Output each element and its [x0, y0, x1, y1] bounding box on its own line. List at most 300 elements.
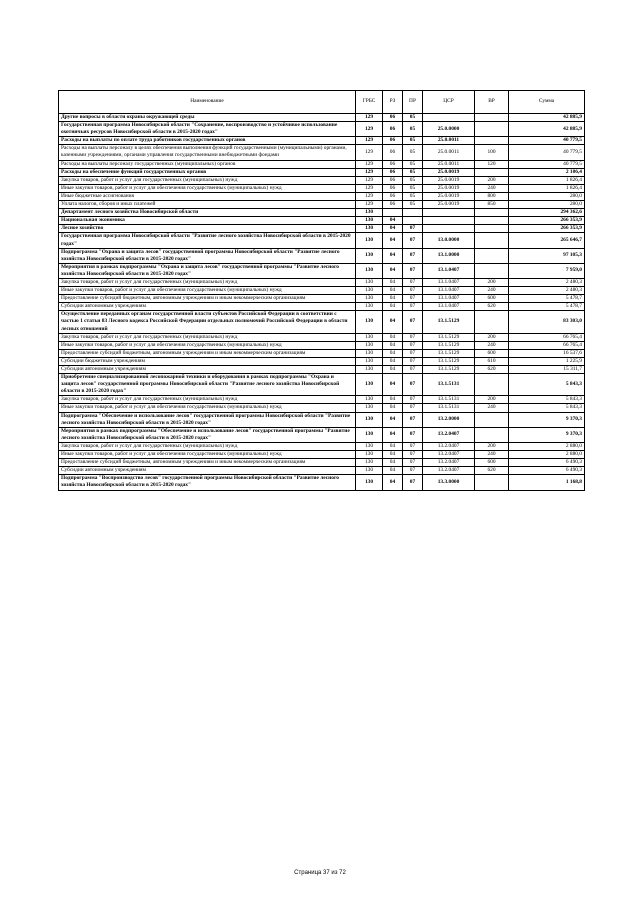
table-row [59, 311, 585, 333]
cell-vr [475, 209, 509, 217]
cell-grbs: 130 [356, 341, 383, 349]
cell-rz: 04 [383, 475, 403, 490]
cell-pr: 07 [403, 467, 423, 475]
cell-sum: 265 646,7 [509, 233, 585, 248]
cell-grbs: 129 [356, 114, 383, 122]
cell-sum: 5 843,3 [509, 404, 585, 412]
cell-grbs: 129 [356, 160, 383, 168]
cell-vr: 610 [475, 357, 509, 365]
cell-sum: 2 106,4 [509, 168, 585, 176]
cell-grbs: 130 [356, 404, 383, 412]
cell-pr: 05 [403, 122, 423, 137]
cell-csr [423, 209, 475, 217]
cell-csr: 13.0.0000 [423, 233, 475, 248]
cell-vr [475, 114, 509, 122]
cell-name: Мероприятия в рамках подпрограммы "Охрана и защита лесов" государственной программы "Развитие лесного хозяйства Новосибирской области в 2015-2020 годах" [59, 263, 356, 278]
cell-pr: 07 [403, 374, 423, 396]
table-row [59, 459, 585, 467]
cell-vr: 100 [475, 145, 509, 160]
table-row [59, 404, 585, 412]
cell-grbs: 130 [356, 295, 383, 303]
cell-csr: 13.1.0407 [423, 295, 475, 303]
cell-grbs: 130 [356, 374, 383, 396]
cell-csr [423, 225, 475, 233]
table-row [59, 114, 585, 122]
cell-vr [475, 137, 509, 145]
cell-grbs: 130 [356, 366, 383, 374]
cell-sum: 97 105,3 [509, 248, 585, 263]
cell-csr [423, 114, 475, 122]
cell-grbs: 130 [356, 333, 383, 341]
cell-csr: 25.0.0019 [423, 201, 475, 209]
table-row [59, 303, 585, 311]
cell-csr: 13.1.0407 [423, 278, 475, 286]
cell-pr: 07 [403, 295, 423, 303]
cell-pr: 07 [403, 451, 423, 459]
cell-sum: 5 478,7 [509, 303, 585, 311]
table-row [59, 467, 585, 475]
cell-csr: 13.1.0407 [423, 303, 475, 311]
table-row [59, 349, 585, 357]
cell-vr [475, 122, 509, 137]
cell-name: Иные закупки товаров, работ и услуг для обеспечения государственных (муниципальных) нужд [59, 404, 356, 412]
cell-vr [475, 217, 509, 225]
cell-name: Предоставление субсидий бюджетным, автономным учреждениям и иным некоммерческим организациям [59, 295, 356, 303]
table-row [59, 287, 585, 295]
cell-pr: 07 [403, 311, 423, 333]
cell-name: Закупка товаров, работ и услуг для государственных (муниципальных) нужд [59, 176, 356, 184]
cell-sum: 1 168,8 [509, 475, 585, 490]
cell-name: Лесное хозяйство [59, 225, 356, 233]
cell-sum: 66 765,4 [509, 341, 585, 349]
cell-pr: 05 [403, 192, 423, 200]
cell-pr: 07 [403, 427, 423, 442]
table-row [59, 396, 585, 404]
cell-csr: 25.0.0019 [423, 184, 475, 192]
header-sum: Сумма [509, 91, 585, 114]
table-row [59, 168, 585, 176]
cell-rz: 04 [383, 412, 403, 427]
table-row [59, 278, 585, 286]
cell-csr: 13.1.5129 [423, 366, 475, 374]
cell-grbs: 129 [356, 176, 383, 184]
cell-name: Закупка товаров, работ и услуг для государственных (муниципальных) нужд [59, 442, 356, 450]
cell-vr: 240 [475, 287, 509, 295]
cell-name: Расходы на выплаты по оплате труда работников государственных органов [59, 137, 356, 145]
cell-pr: 07 [403, 366, 423, 374]
cell-name: Подпрограмма "Обеспечение и использование лесов" государственной программы Новосибирской области "Развитие лесного хозяйства Новосибирской области в 2015-2020 годах" [59, 412, 356, 427]
cell-csr: 13.1.5131 [423, 396, 475, 404]
cell-rz: 04 [383, 357, 403, 365]
cell-pr: 07 [403, 233, 423, 248]
cell-name: Иные закупки товаров, работ и услуг для обеспечения государственных (муниципальных) нужд [59, 341, 356, 349]
cell-rz: 04 [383, 263, 403, 278]
table-row [59, 217, 585, 225]
cell-pr: 07 [403, 412, 423, 427]
cell-csr: 25.0.0011 [423, 145, 475, 160]
cell-sum: 2 880,0 [509, 451, 585, 459]
cell-grbs: 129 [356, 184, 383, 192]
cell-grbs: 130 [356, 278, 383, 286]
cell-sum: 5 843,3 [509, 374, 585, 396]
cell-rz: 04 [383, 278, 403, 286]
cell-name: Подпрограмма "Воспроизводство лесов" государственной программы Новосибирской области "Развитие лесного хозяйства Новосибирской области в 2015-2020 годах" [59, 475, 356, 490]
cell-csr: 13.1.0407 [423, 287, 475, 295]
cell-rz: 06 [383, 160, 403, 168]
cell-name: Субсидии автономным учреждениям [59, 366, 356, 374]
cell-name: Субсидии автономным учреждениям [59, 303, 356, 311]
header-rz: РЗ [383, 91, 403, 114]
cell-sum: 1 826,4 [509, 184, 585, 192]
cell-sum: 1 826,4 [509, 176, 585, 184]
cell-csr: 13.2.0407 [423, 451, 475, 459]
cell-rz: 04 [383, 233, 403, 248]
cell-grbs: 130 [356, 225, 383, 233]
header-row [59, 91, 585, 114]
cell-pr: 05 [403, 168, 423, 176]
cell-vr: 620 [475, 467, 509, 475]
cell-grbs: 130 [356, 209, 383, 217]
cell-vr [475, 263, 509, 278]
cell-pr: 07 [403, 341, 423, 349]
cell-grbs: 129 [356, 201, 383, 209]
cell-grbs: 129 [356, 145, 383, 160]
table-row [59, 341, 585, 349]
cell-vr: 120 [475, 160, 509, 168]
cell-vr: 200 [475, 396, 509, 404]
cell-pr: 07 [403, 357, 423, 365]
cell-pr: 07 [403, 349, 423, 357]
cell-sum: 1 225,9 [509, 357, 585, 365]
cell-grbs: 130 [356, 467, 383, 475]
cell-name: Иные закупки товаров, работ и услуг для обеспечения государственных (муниципальных) нужд [59, 287, 356, 295]
cell-sum: 266 353,9 [509, 217, 585, 225]
cell-vr: 240 [475, 404, 509, 412]
cell-name: Предоставление субсидий бюджетным, автономным учреждениям и иным некоммерческим организациям [59, 459, 356, 467]
cell-grbs: 129 [356, 137, 383, 145]
cell-grbs: 130 [356, 263, 383, 278]
cell-csr: 25.0.0011 [423, 160, 475, 168]
table-row [59, 160, 585, 168]
cell-sum: 2 880,0 [509, 442, 585, 450]
cell-sum: 266 353,9 [509, 225, 585, 233]
table-row [59, 427, 585, 442]
cell-sum: 280,0 [509, 201, 585, 209]
cell-rz [383, 209, 403, 217]
cell-rz: 04 [383, 467, 403, 475]
cell-grbs: 130 [356, 427, 383, 442]
cell-csr: 25.0.0019 [423, 192, 475, 200]
cell-vr [475, 475, 509, 490]
cell-rz: 04 [383, 225, 403, 233]
cell-sum: 280,0 [509, 192, 585, 200]
cell-name: Государственная программа Новосибирской области "Сохранение, воспроизводство и устойчивое использование охотничьих ресурсов Новосибирской области в 2015-2020 годах" [59, 122, 356, 137]
cell-vr [475, 412, 509, 427]
table-row [59, 357, 585, 365]
cell-csr: 13.2.0407 [423, 459, 475, 467]
cell-rz: 06 [383, 201, 403, 209]
cell-vr: 240 [475, 184, 509, 192]
cell-csr: 13.1.0407 [423, 263, 475, 278]
cell-vr: 600 [475, 349, 509, 357]
cell-vr: 200 [475, 176, 509, 184]
table-row [59, 248, 585, 263]
cell-name: Расходы на обеспечение функций государственных органов [59, 168, 356, 176]
cell-vr [475, 233, 509, 248]
cell-pr: 07 [403, 287, 423, 295]
cell-pr: 05 [403, 114, 423, 122]
cell-csr: 13.1.5129 [423, 357, 475, 365]
table-row [59, 451, 585, 459]
header-csr: ЦСР [423, 91, 475, 114]
cell-grbs: 129 [356, 192, 383, 200]
cell-sum: 40 779,5 [509, 145, 585, 160]
cell-name: Иные бюджетные ассигнования [59, 192, 356, 200]
cell-grbs: 130 [356, 451, 383, 459]
cell-pr: 07 [403, 459, 423, 467]
table-body [59, 114, 585, 491]
cell-grbs: 130 [356, 475, 383, 490]
cell-pr: 07 [403, 248, 423, 263]
cell-vr: 600 [475, 459, 509, 467]
cell-name: Иные закупки товаров, работ и услуг для обеспечения государственных (муниципальных) нужд [59, 184, 356, 192]
cell-rz: 06 [383, 168, 403, 176]
cell-csr: 13.1.5129 [423, 349, 475, 357]
cell-vr: 200 [475, 278, 509, 286]
cell-csr: 25.0.0019 [423, 176, 475, 184]
cell-csr: 13.2.0000 [423, 412, 475, 427]
cell-rz: 04 [383, 349, 403, 357]
cell-rz: 04 [383, 311, 403, 333]
cell-name: Уплата налогов, сборов и иных платежей [59, 201, 356, 209]
cell-pr [403, 209, 423, 217]
table-row [59, 192, 585, 200]
cell-vr: 620 [475, 366, 509, 374]
cell-rz: 04 [383, 303, 403, 311]
table-row [59, 374, 585, 396]
cell-name: Иные закупки товаров, работ и услуг для обеспечения государственных (муниципальных) нужд [59, 451, 356, 459]
cell-name: Расходы на выплаты персоналу государственных (муниципальных) органов [59, 160, 356, 168]
cell-csr: 25.0.0000 [423, 122, 475, 137]
cell-pr: 07 [403, 396, 423, 404]
cell-name: Национальная экономика [59, 217, 356, 225]
cell-rz: 04 [383, 217, 403, 225]
cell-pr: 05 [403, 145, 423, 160]
cell-csr: 13.1.0000 [423, 248, 475, 263]
cell-name: Государственная программа Новосибирской области "Развитие лесного хозяйства Новосибирской области в 2015-2020 годах" [59, 233, 356, 248]
cell-grbs: 130 [356, 357, 383, 365]
cell-vr [475, 427, 509, 442]
cell-pr: 07 [403, 475, 423, 490]
cell-grbs: 129 [356, 168, 383, 176]
cell-name: Подпрограмма "Охрана и защита лесов" государственной программы Новосибирской области "Развитие лесного хозяйства Новосибирской области в 2015-2020 годах" [59, 248, 356, 263]
cell-rz: 04 [383, 442, 403, 450]
cell-name: Мероприятия в рамках подпрограммы "Обеспечение и использование лесов" государственной программы "Развитие лесного хозяйства Новосибирской области в 2015-2020 годах" [59, 427, 356, 442]
cell-pr [403, 217, 423, 225]
cell-sum: 6 490,3 [509, 467, 585, 475]
cell-rz: 04 [383, 248, 403, 263]
table-header [59, 91, 585, 114]
cell-name: Предоставление субсидий бюджетным, автономным учреждениям и иным некоммерческим организациям [59, 349, 356, 357]
cell-rz: 04 [383, 396, 403, 404]
cell-rz: 06 [383, 122, 403, 137]
cell-pr: 05 [403, 160, 423, 168]
cell-vr: 200 [475, 442, 509, 450]
cell-pr: 07 [403, 442, 423, 450]
cell-sum: 83 303,0 [509, 311, 585, 333]
cell-csr: 13.2.0407 [423, 427, 475, 442]
cell-name: Закупка товаров, работ и услуг для государственных (муниципальных) нужд [59, 396, 356, 404]
table-row [59, 263, 585, 278]
cell-sum: 16 537,6 [509, 349, 585, 357]
cell-rz: 04 [383, 404, 403, 412]
cell-rz: 04 [383, 374, 403, 396]
cell-sum: 5 843,3 [509, 396, 585, 404]
cell-pr: 05 [403, 184, 423, 192]
cell-vr [475, 311, 509, 333]
header-pr: ПР [403, 91, 423, 114]
cell-vr [475, 374, 509, 396]
cell-vr: 240 [475, 451, 509, 459]
cell-vr [475, 225, 509, 233]
table-row [59, 475, 585, 490]
cell-grbs: 130 [356, 248, 383, 263]
cell-rz: 06 [383, 145, 403, 160]
cell-sum: 42 885,9 [509, 114, 585, 122]
cell-name: Субсидии бюджетным учреждениям [59, 357, 356, 365]
cell-rz: 04 [383, 459, 403, 467]
table-row [59, 201, 585, 209]
cell-grbs: 130 [356, 459, 383, 467]
cell-sum: 15 311,7 [509, 366, 585, 374]
cell-vr: 620 [475, 303, 509, 311]
cell-pr: 07 [403, 404, 423, 412]
cell-sum: 40 779,5 [509, 160, 585, 168]
cell-name: Другие вопросы в области охраны окружающей среды [59, 114, 356, 122]
cell-sum: 2 480,3 [509, 278, 585, 286]
cell-grbs: 130 [356, 311, 383, 333]
header-name: Наименование [59, 91, 356, 114]
cell-grbs: 130 [356, 396, 383, 404]
cell-csr: 25.0.0019 [423, 168, 475, 176]
table-row [59, 233, 585, 248]
cell-csr [423, 217, 475, 225]
cell-grbs: 130 [356, 412, 383, 427]
cell-rz: 06 [383, 137, 403, 145]
cell-pr: 05 [403, 201, 423, 209]
budget-table [58, 90, 585, 491]
cell-sum: 294 362,6 [509, 209, 585, 217]
cell-sum: 40 779,5 [509, 137, 585, 145]
cell-pr: 07 [403, 278, 423, 286]
cell-csr: 13.1.5129 [423, 311, 475, 333]
cell-csr: 13.1.5129 [423, 333, 475, 341]
cell-name: Осуществление переданных органам государственной власти субъектов Российской Федерации в соответствии с частью 1 статьи 83 Лесного кодекса Российской Федерации отдельных полномочий Российской Федерации в области лесных отношений [59, 311, 356, 333]
table-row [59, 225, 585, 233]
cell-grbs: 130 [356, 349, 383, 357]
cell-grbs: 130 [356, 442, 383, 450]
cell-vr [475, 168, 509, 176]
cell-vr: 200 [475, 333, 509, 341]
table-row [59, 137, 585, 145]
cell-pr: 05 [403, 137, 423, 145]
cell-csr: 13.1.5129 [423, 341, 475, 349]
table-row [59, 366, 585, 374]
table-row [59, 122, 585, 137]
cell-rz: 06 [383, 114, 403, 122]
cell-pr: 07 [403, 333, 423, 341]
cell-grbs: 130 [356, 303, 383, 311]
cell-csr: 25.0.0011 [423, 137, 475, 145]
cell-grbs: 129 [356, 122, 383, 137]
cell-rz: 06 [383, 176, 403, 184]
cell-rz: 04 [383, 295, 403, 303]
cell-vr [475, 248, 509, 263]
cell-vr: 240 [475, 341, 509, 349]
cell-rz: 06 [383, 192, 403, 200]
cell-sum: 6 490,3 [509, 459, 585, 467]
cell-name: Департамент лесного хозяйства Новосибирской области [59, 209, 356, 217]
table-row [59, 295, 585, 303]
header-vr: ВР [475, 91, 509, 114]
cell-grbs: 130 [356, 233, 383, 248]
table-row [59, 412, 585, 427]
cell-sum: 2 480,3 [509, 287, 585, 295]
cell-grbs: 130 [356, 217, 383, 225]
cell-grbs: 130 [356, 287, 383, 295]
cell-sum: 66 765,4 [509, 333, 585, 341]
header-grbs: ГРБС [356, 91, 383, 114]
cell-vr: 850 [475, 201, 509, 209]
cell-sum: 7 959,0 [509, 263, 585, 278]
cell-csr: 13.3.0000 [423, 475, 475, 490]
table-row [59, 209, 585, 217]
cell-rz: 06 [383, 184, 403, 192]
table-row [59, 442, 585, 450]
cell-pr: 05 [403, 176, 423, 184]
cell-pr: 07 [403, 263, 423, 278]
cell-sum: 9 370,3 [509, 427, 585, 442]
cell-rz: 04 [383, 287, 403, 295]
cell-pr: 07 [403, 225, 423, 233]
cell-vr: 800 [475, 192, 509, 200]
cell-vr: 600 [475, 295, 509, 303]
cell-csr: 13.2.0407 [423, 467, 475, 475]
cell-name: Приобретение специализированной лесопожарной техники и оборудования в рамках подпрограммы "Охрана и защита лесов" государственной программы Новосибирской области "Развитие лесного хозяйства Новосибирской области в 2015-2020 годах" [59, 374, 356, 396]
cell-csr: 13.1.5131 [423, 404, 475, 412]
cell-rz: 04 [383, 451, 403, 459]
cell-name: Закупка товаров, работ и услуг для государственных (муниципальных) нужд [59, 278, 356, 286]
table-row [59, 184, 585, 192]
cell-sum: 9 370,3 [509, 412, 585, 427]
cell-sum: 5 478,7 [509, 295, 585, 303]
cell-name: Субсидии автономным учреждениям [59, 467, 356, 475]
cell-rz: 04 [383, 333, 403, 341]
page-number: Страница 37 из 72 [294, 870, 346, 876]
cell-rz: 04 [383, 427, 403, 442]
cell-csr: 13.1.5131 [423, 374, 475, 396]
table-row [59, 145, 585, 160]
cell-pr: 07 [403, 303, 423, 311]
cell-rz: 04 [383, 341, 403, 349]
cell-rz: 04 [383, 366, 403, 374]
cell-csr: 13.2.0407 [423, 442, 475, 450]
table-row [59, 333, 585, 341]
cell-name: Закупка товаров, работ и услуг для государственных (муниципальных) нужд [59, 333, 356, 341]
table-row [59, 176, 585, 184]
cell-name: Расходы на выплаты персоналу в целях обеспечения выполнения функций государственными (муниципальными) органами, казенными учреждениями, органами управления государственными внебюджетными фондами [59, 145, 356, 160]
cell-sum: 42 885,9 [509, 122, 585, 137]
